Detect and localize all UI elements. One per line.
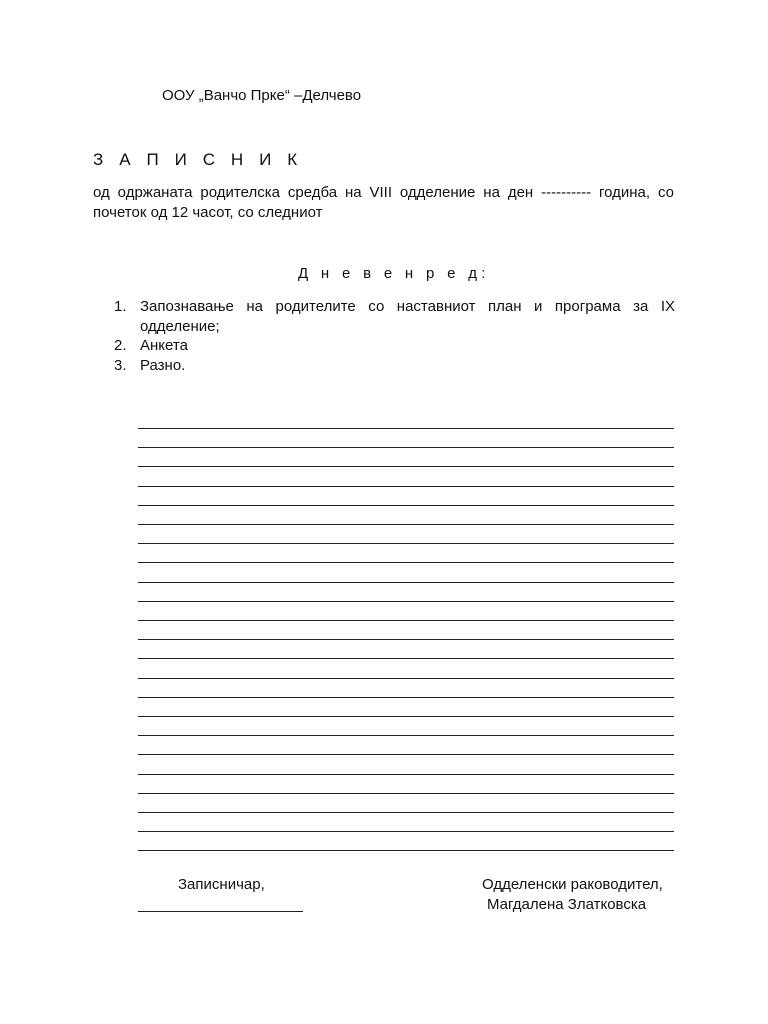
writing-line bbox=[138, 774, 674, 775]
writing-line bbox=[138, 754, 674, 755]
agenda-item-number: 2. bbox=[114, 337, 127, 354]
writing-line bbox=[138, 620, 674, 621]
agenda-item bbox=[114, 297, 675, 336]
blank-writing-lines bbox=[138, 418, 674, 858]
writing-line bbox=[138, 505, 674, 506]
agenda-heading: Д н е в е н р е д: bbox=[298, 265, 490, 282]
recorder-label: Записничар, bbox=[178, 876, 265, 893]
agenda-item bbox=[114, 336, 675, 356]
class-head-name: Магдалена Златковска bbox=[487, 896, 647, 913]
agenda-item-text: Разно. bbox=[140, 356, 186, 374]
writing-line bbox=[138, 793, 674, 794]
writing-line bbox=[138, 716, 674, 717]
agenda-item-number: 1. bbox=[114, 298, 127, 315]
document-title: З А П И С Н И К bbox=[93, 150, 303, 169]
writing-line bbox=[138, 697, 674, 698]
writing-line bbox=[138, 678, 674, 679]
writing-line bbox=[138, 486, 674, 487]
intro-paragraph: од одржаната родителска средба на VIII одделение на ден ---------- година, со почеток од 12 часот, со следниот bbox=[93, 184, 674, 221]
writing-line bbox=[138, 735, 674, 736]
class-head-title: Одделенски раководител, bbox=[482, 876, 663, 893]
agenda-list bbox=[114, 297, 675, 375]
writing-line bbox=[138, 466, 674, 467]
writing-line bbox=[138, 658, 674, 659]
agenda-item-text: Запознавање на родителите со наставниот план и програма за IX одделение; bbox=[140, 298, 675, 335]
writing-line bbox=[138, 562, 674, 563]
writing-line bbox=[138, 831, 674, 832]
writing-line bbox=[138, 428, 674, 429]
writing-line bbox=[138, 601, 674, 602]
writing-line bbox=[138, 639, 674, 640]
writing-line bbox=[138, 850, 674, 851]
school-name: ООУ „Ванчо Прке“ –Делчево bbox=[162, 87, 362, 104]
writing-line bbox=[138, 543, 674, 544]
writing-line bbox=[138, 582, 674, 583]
writing-line bbox=[138, 812, 674, 813]
agenda-item-text: Анкета bbox=[140, 337, 188, 354]
agenda-item-number: 3. bbox=[114, 356, 127, 374]
writing-line bbox=[138, 447, 674, 448]
recorder-signature-line bbox=[138, 911, 303, 912]
agenda-item bbox=[114, 356, 675, 376]
writing-line bbox=[138, 524, 674, 525]
